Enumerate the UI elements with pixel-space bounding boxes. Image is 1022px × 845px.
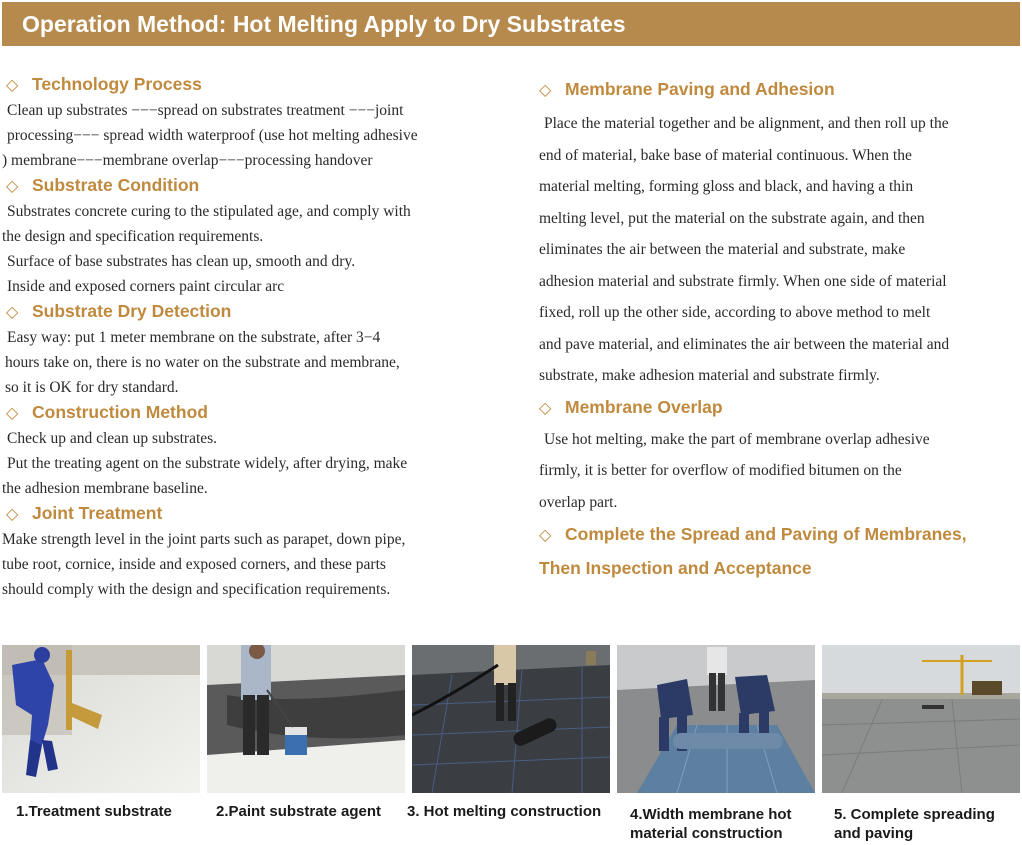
text-line: Inside and exposed corners paint circular arc [7,278,285,295]
caption-photo-4-line2: material construction [630,825,783,842]
photo-paint-substrate-agent [207,645,405,793]
diamond-bullet-icon: ◇ [539,82,552,99]
photo-strip [0,645,1022,842]
text-line: Substrates concrete curing to the stipulated age, and comply with [7,203,411,220]
text-line: Check up and clean up substrates. [7,430,218,447]
text-line: the adhesion membrane baseline. [2,480,208,497]
diamond-bullet-icon: ◇ [6,178,19,195]
heading-complete-spread-line2: Then Inspection and Acceptance [539,558,812,578]
text-line: overlap part. [539,493,618,511]
heading-construction-method [2,400,490,426]
heading-text: Joint Treatment [32,503,163,523]
caption-photo-2: 2.Paint substrate agent [216,803,382,820]
diamond-bullet-icon: ◇ [6,77,19,94]
text-line: Use hot melting, make the part of membrane overlap adhesive [544,430,930,448]
photo-width-membrane-construction [617,645,815,793]
heading-text: Membrane Overlap [565,396,723,417]
heading-membrane-overlap [535,392,1021,424]
diamond-bullet-icon: ◇ [6,304,19,321]
diamond-bullet-icon: ◇ [539,527,552,544]
text-line: Surface of base substrates has clean up, smooth and dry. [7,253,356,270]
caption-photo-4 [630,805,792,843]
text-line: Place the material together and be alignment, and then roll up the [544,115,949,132]
heading-text: Membrane Paving and Adhesion [565,79,835,99]
text-line: processing−−− spread width waterproof (use hot melting adhesive [7,127,418,144]
text-line: fixed, roll up the other side, according to above method to melt [539,304,931,321]
text-line: and pave material, and eliminates the air between the material and [539,335,950,353]
heading-text: Complete the Spread and Paving of Membranes, [565,524,967,544]
heading-text: Substrate Dry Detection [32,301,232,321]
heading-substrate-condition [2,173,490,199]
text-line: Put the treating agent on the substrate widely, after drying, make [7,455,408,472]
left-column [2,72,490,602]
diamond-bullet-icon: ◇ [6,405,19,422]
text-line: adhesion material and substrate firmly. When one side of material [539,272,947,290]
heading-complete-spread [535,518,1021,552]
caption-photo-4-line1: 4.Width membrane hot [630,806,792,823]
text-line: so it is OK for dry standard. [5,379,179,396]
heading-substrate-dry-detection [2,299,490,325]
caption-photo-5 [834,805,995,843]
text-line: Make strength level in the joint parts such as parapet, down pipe, [2,531,406,548]
right-column [539,74,1021,585]
text-line: substrate, make adhesion material and substrate firmly. [539,367,880,384]
page-banner: Operation Method: Hot Melting Apply to Dry Substrates [2,2,1020,46]
text-line: hours take on, there is no water on the substrate and membrane, [5,354,400,371]
heading-technology-process [2,72,490,98]
text-line: Easy way: put 1 meter membrane on the substrate, after 3−4 [7,329,381,346]
heading-text: Technology Process [32,74,202,94]
photo-complete-spreading [822,645,1020,793]
caption-photo-3: 3. Hot melting construction [407,803,602,820]
caption-photo-5-line2: and paving [834,825,914,842]
text-line: ) membrane−−−membrane overlap−−−processing handover [2,152,373,169]
caption-photo-1: 1.Treatment substrate [16,803,172,820]
heading-joint-treatment [2,501,490,527]
text-line: end of material, bake base of material continuous. When the [539,146,912,164]
text-line: melting level, put the material on the substrate again, and then [539,209,925,227]
photo-hot-melting-construction [412,645,610,793]
caption-photo-5-line1: 5. Complete spreading [834,806,995,823]
text-line: firmly, it is better for overflow of modified bitumen on the [539,462,902,479]
heading-text: Substrate Condition [32,175,200,195]
text-line: eliminates the air between the material and substrate, make [539,241,906,258]
diamond-bullet-icon: ◇ [539,399,552,417]
photo-treatment-substrate [2,645,200,793]
text-line: Clean up substrates −−−spread on substrates treatment −−−joint [7,102,404,119]
text-line: tube root, cornice, inside and exposed corners, and these parts [2,556,386,573]
heading-membrane-paving [535,74,1021,106]
heading-text: Construction Method [32,402,208,422]
text-line: the design and specification requirements. [2,228,264,245]
diamond-bullet-icon: ◇ [6,506,19,523]
text-line: material melting, forming gloss and black, and having a thin [539,178,914,195]
text-line: should comply with the design and specification requirements. [2,581,391,598]
